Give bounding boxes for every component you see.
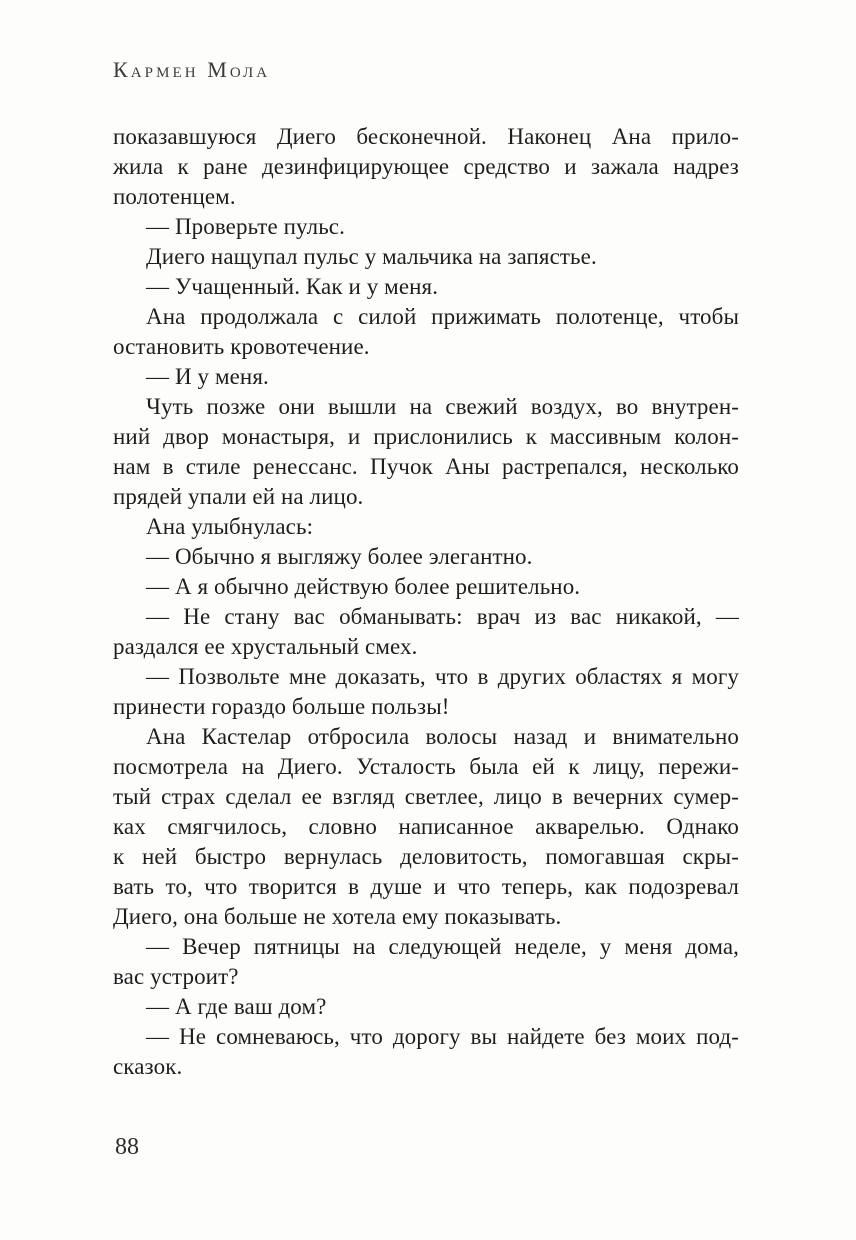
paragraph [113, 302, 739, 362]
text-line: прядей упали ей на лицо. [113, 484, 364, 509]
paragraph [113, 932, 739, 992]
text-line: посмотрела на Диего. Усталость была ей к лицу, пережи- [113, 754, 739, 779]
text-line: Диего, она больше не хотела ему показывать. [113, 904, 562, 929]
text-line: ках смягчилось, словно написанное акварелью. Однако [113, 814, 739, 839]
paragraph [113, 992, 739, 1022]
text-line: — Не сомневаюсь, что дорогу вы найдете без моих под- [146, 1024, 739, 1049]
paragraph [113, 572, 739, 602]
paragraph [113, 1022, 739, 1082]
text-line: нам в стиле ренессанс. Пучок Аны растрепался, несколько [113, 454, 739, 479]
text-line: — Вечер пятницы на следующей неделе, у меня дома, [146, 934, 739, 959]
text-line: — А я обычно действую более решительно. [146, 574, 581, 599]
paragraph [113, 242, 739, 272]
text-line: полотенцем. [113, 184, 236, 209]
paragraph [113, 212, 739, 242]
text-block [113, 122, 739, 1082]
text-line: к ней быстро вернулась деловитость, помогавшая скры- [113, 844, 739, 869]
text-line: Ана улыбнулась: [146, 514, 314, 539]
paragraph [113, 122, 739, 212]
text-line: — Проверьте пульс. [146, 214, 345, 239]
paragraph [113, 392, 739, 512]
text-line: принести гораздо больше пользы! [113, 694, 450, 719]
text-line: — Учащенный. Как и у меня. [146, 274, 439, 299]
text-line: — Обычно я выгляжу более элегантно. [146, 544, 533, 569]
paragraph [113, 602, 739, 662]
paragraph [113, 542, 739, 572]
text-line: — И у меня. [146, 364, 269, 389]
text-line: — А где ваш дом? [146, 994, 327, 1019]
paragraph [113, 512, 739, 542]
text-line: — Не стану вас обманывать: врач из вас никакой, — [146, 604, 739, 629]
text-line: ний двор монастыря, и прислонились к массивным колон- [113, 424, 739, 449]
text-line: Чуть позже они вышли на свежий воздух, во внутрен- [146, 394, 739, 419]
text-line: Диего нащупал пульс у мальчика на запястье. [146, 244, 597, 269]
text-line: тый страх сделал ее взгляд светлее, лицо в вечерних сумер- [113, 784, 739, 809]
paragraph [113, 362, 739, 392]
page-number: 88 [115, 1134, 139, 1160]
text-line: остановить кровотечение. [113, 334, 370, 359]
running-header: Кармен Мола [113, 57, 271, 82]
text-line: вас устроит? [113, 964, 239, 989]
text-line: Ана Кастелар отбросила волосы назад и внимательно [146, 724, 739, 749]
text-line: — Позвольте мне доказать, что в других областях я могу [146, 664, 739, 689]
paragraph [113, 272, 739, 302]
text-line: вать то, что творится в душе и что теперь, как подозревал [113, 874, 739, 899]
paragraph [113, 722, 739, 932]
text-line: сказок. [113, 1054, 183, 1079]
paragraph [113, 662, 739, 722]
text-line: жила к ране дезинфицирующее средство и зажала надрез [113, 154, 739, 179]
text-line: показавшуюся Диего бесконечной. Наконец Ана прило- [113, 124, 739, 149]
text-line: Ана продолжала с силой прижимать полотенце, чтобы [146, 304, 739, 329]
text-line: раздался ее хрустальный смех. [113, 634, 418, 659]
